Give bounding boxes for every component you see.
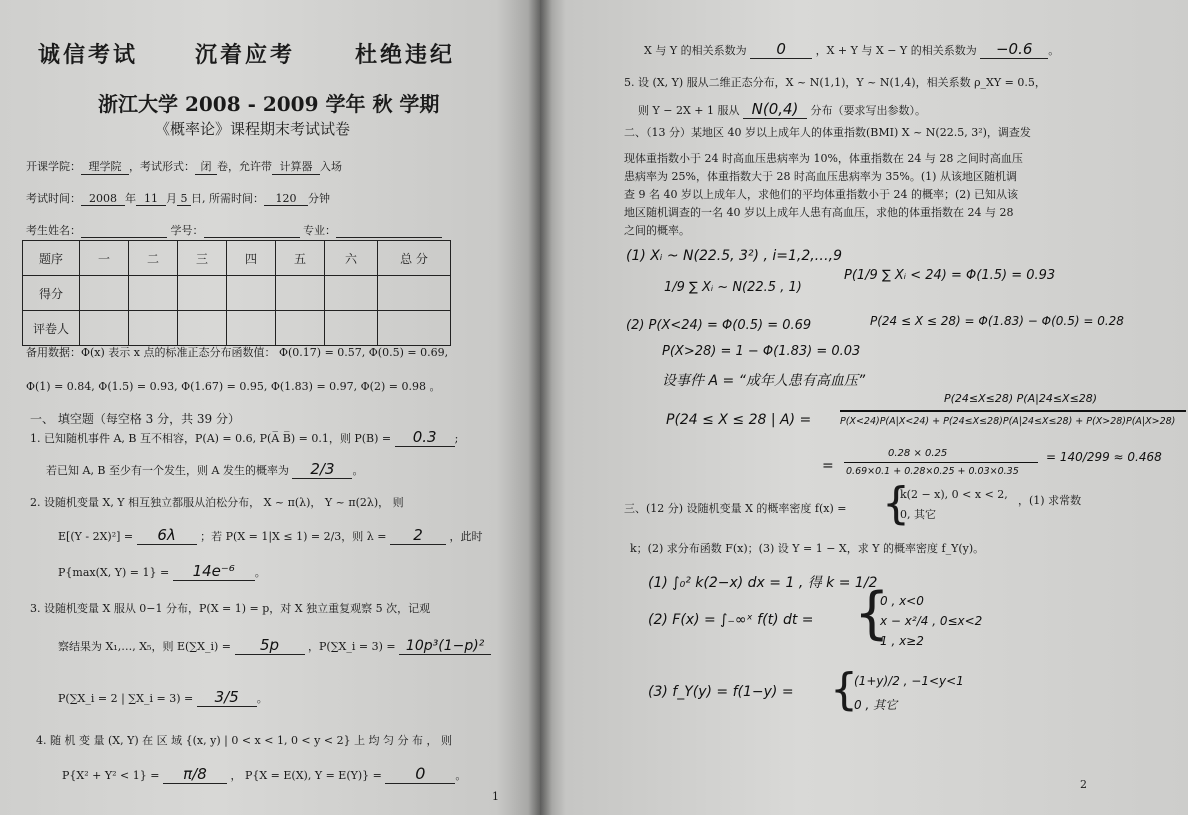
handwritten-F-case-2: x − x²/4 , 0≤x<2 [880,614,983,628]
answer-q1a: 0.3 [395,428,455,447]
score-header-cell: 二 [129,241,178,276]
handwritten-bayes-denominator: P(X<24)P(A|X<24) + P(24≤X≤28)P(A|24≤X≤28) + P(X>28)P(A|X>28) [840,416,1176,427]
section-3-line-1b: ，(1) 求常数 [1018,494,1082,507]
handwritten-solution-3-3: (3) f_Y(y) = f(1−y) = [648,684,794,700]
answer-correlation-xy: 0 [750,40,812,59]
piecewise-case-1: k(2 − x), 0 < x < 2, [900,488,1008,501]
question-2b: E[(Y - 2X)²] = 6λ ；若 P(X = 1|X ≤ 1) = 2/3，则 λ = 2 ，此时 [58,526,483,544]
slogan-1: 诚信考试 [38,43,139,68]
slogan-2: 沉着应考 [195,43,296,68]
id-label: 学号： [170,224,204,237]
section-3-line-1: 三、(12 分) 设随机变量 X 的概率密度 f(x) = [624,502,847,515]
section-2-line-4: 查 9 名 40 岁以上成年人，求他们的平均体重指数小于 24 的概率；(2) 已知从该 [624,188,1019,201]
question-4c-continued: X 与 Y 的相关系数为 0 ，X + Y 与 X − Y 的相关系数为 −0.6 。 [644,40,1060,58]
score-table [22,240,451,346]
answer-q3b-prob: 10p³(1−p)² [399,638,491,655]
question-1a: 1. 已知随机事件 A, B 互不相容，P(A) = 0.6, P(A̅ B̅) = 0.1，则 P(B) = 0.3 ; [30,428,459,446]
section-2-line-3: 患病率为 25%，体重指数大于 28 时高血压患病率为 35%。(1) 从该地区随机调 [624,170,1017,183]
exam-info-line-1: 开课学院： 理学院 ，考试形式： 闭 卷，允许带 计算器 入场 [26,160,342,173]
answer-q5: N(0,4) [743,100,807,119]
question-2a: 2. 设随机变量 X, Y 相互独立都服从泊松分布， X ~ π(λ)， Y ~ π(2λ)， 则 [30,496,404,509]
left-page [0,0,540,815]
answer-q1b: 2/3 [292,460,352,479]
question-5b: 则 Y − 2X + 1 服从 N(0,4) 分布（要求写出参数）。 [638,100,927,118]
score-row-label: 得分 [23,276,80,311]
handwritten-solution-2-1c: P(1/9 ∑ Xᵢ < 24) = Φ(1.5) = 0.93 [844,268,1056,283]
answer-q3c: 3/5 [197,688,257,707]
score-header-cell: 四 [227,241,276,276]
piecewise-case-2: 0, 其它 [900,508,936,521]
score-header-cell: 五 [276,241,325,276]
handwritten-solution-2-1b: 1/9 ∑ Xᵢ ~ N(22.5 , 1) [664,280,802,295]
page-number-1: 1 [492,790,499,803]
section-1-heading: 一、 填空题（每空格 3 分，共 39 分） [30,412,240,426]
backup-data-line-1: 备用数据：Φ(x) 表示 x 点的标准正态分布函数值： Φ(0.17) = 0.57, Φ(0.5) = 0.69, [26,346,449,359]
handwritten-solution-2-1: (1) Xᵢ ~ N(22.5, 3²) , i=1,2,…,9 [626,248,843,264]
question-4b: P{X² + Y² < 1} = π/8 ， P{X = E(X), Y = E(Y)} = 0 。 [62,764,467,783]
score-header-cell: 三 [178,241,227,276]
score-header-cell: 一 [80,241,129,276]
backup-data-line-2: Φ(1) = 0.84, Φ(1.5) = 0.93, Φ(1.67) = 0.95, Φ(1.83) = 0.97, Φ(2) = 0.98 。 [26,380,441,393]
question-1b: 若已知 A, B 至少有一个发生，则 A 发生的概率为 2/3 。 [46,460,364,478]
fraction-bar-2 [844,462,1038,463]
handwritten-fY-case-2: 0 , 其它 [854,698,898,712]
answer-q2b: 6λ [137,526,197,545]
book-gutter [528,0,552,815]
handwritten-calc-denominator: 0.69×0.1 + 0.28×0.25 + 0.03×0.35 [846,466,1019,477]
section-2-line-1: 二、（13 分）某地区 40 岁以上成年人的体重指数(BMI) X ~ N(22.5, 3²)，调查发 [624,126,1031,139]
piecewise-brace-2: { [854,581,890,646]
handwritten-bayes-numerator: P(24≤X≤28) P(A|24≤X≤28) [944,392,1098,405]
answer-q4b-2: 0 [385,764,455,784]
fraction-bar [840,410,1186,412]
handwritten-solution-3-2: (2) F(x) = ∫₋∞ˣ f(t) dt = [648,612,814,628]
major-label: 专业： [303,224,336,237]
piecewise-brace: { [882,478,910,529]
question-3b: 察结果为 X₁,…, X₅，则 E(∑X_i) = 5p ，P(∑X_i = 3) = 10p³(1−p)² [58,636,491,655]
answer-correlation-sum-diff: −0.6 [980,40,1048,59]
handwritten-solution-2-2b: P(24 ≤ X ≤ 28) = Φ(1.83) − Φ(0.5) = 0.28 [870,314,1124,328]
exam-info-line-2: 考试时间： 2008 年 11 月 5 日, 所需时间： 120 分钟 [26,192,330,205]
slogan-3: 杜绝违纪 [355,43,456,68]
score-header-cell: 题序 [23,241,80,276]
score-header-cell: 总 分 [378,241,451,276]
section-2-line-6: 之间的概率。 [624,224,690,237]
section-2-line-2: 现体重指数小于 24 时高血压患病率为 10%，体重指数在 24 与 28 之间时高血压 [624,152,1023,165]
score-header-cell: 六 [325,241,378,276]
handwritten-solution-2-2d: 设事件 A = “成年人患有高血压” [662,373,866,389]
handwritten-equals: = [822,458,834,474]
exam-title: 浙江大学 2008 - 2009 学年 秋 学期 [98,92,440,116]
handwritten-fY-case-1: (1+y)/2 , −1<y<1 [854,674,964,688]
answer-q2c: 14e⁻⁶ [173,562,255,581]
answer-q2b-lambda: 2 [390,526,446,545]
handwritten-solution-3-1: (1) ∫₀² k(2−x) dx = 1 , 得 k = 1/2 [648,575,878,591]
answer-q4b: π/8 [163,765,227,784]
question-5a: 5. 设 (X, Y) 服从二维正态分布，X ~ N(1,1)，Y ~ N(1,4)，相关系数 ρ_XY = 0.5， [624,76,1046,89]
question-4a: 4. 随 机 变 量 (X, Y) 在 区 域 {(x, y) | 0 < x < 1, 0 < y < 2} 上 均 匀 分 布 ， 则 [36,734,453,747]
handwritten-solution-2-2a: (2) P(X<24) = Φ(0.5) = 0.69 [626,318,812,333]
handwritten-calc-numerator: 0.28 × 0.25 [888,448,948,459]
right-page [540,0,1188,815]
score-row-label: 评卷人 [23,311,80,346]
question-3a: 3. 设随机变量 X 服从 0−1 分布，P(X = 1) = p，对 X 独立重复观察 5 次，记观 [30,602,431,615]
student-info-line [26,222,442,238]
handwritten-solution-2-2c: P(X>28) = 1 − Φ(1.83) = 0.03 [662,344,861,359]
section-2-line-5: 地区随机调查的一名 40 岁以上成年人患有高血压，求他的体重指数在 24 与 28 [624,206,1014,219]
exam-subtitle: 《概率论》课程期末考试试卷 [155,120,351,138]
page-number-2: 2 [1080,778,1087,791]
answer-q3b: 5p [235,636,305,655]
handwritten-F-case-3: 1 , x≥2 [880,634,924,648]
section-3-line-2: k；(2) 求分布函数 F(x)；(3) 设 Y = 1 − X，求 Y 的概率密度 f_Y(y)。 [630,542,985,555]
handwritten-F-case-1: 0 , x<0 [880,594,924,608]
handwritten-final-result: = 140/299 ≈ 0.468 [1046,450,1162,464]
question-3c: P(∑X_i = 2 | ∑X_i = 3) = 3/5 。 [58,688,268,706]
handwritten-bayes-lhs: P(24 ≤ X ≤ 28 | A) = [666,412,812,428]
name-label: 考生姓名： [26,224,81,237]
question-2c: P{max(X, Y) = 1} = 14e⁻⁶ 。 [58,562,266,580]
piecewise-brace-3: { [830,664,858,715]
